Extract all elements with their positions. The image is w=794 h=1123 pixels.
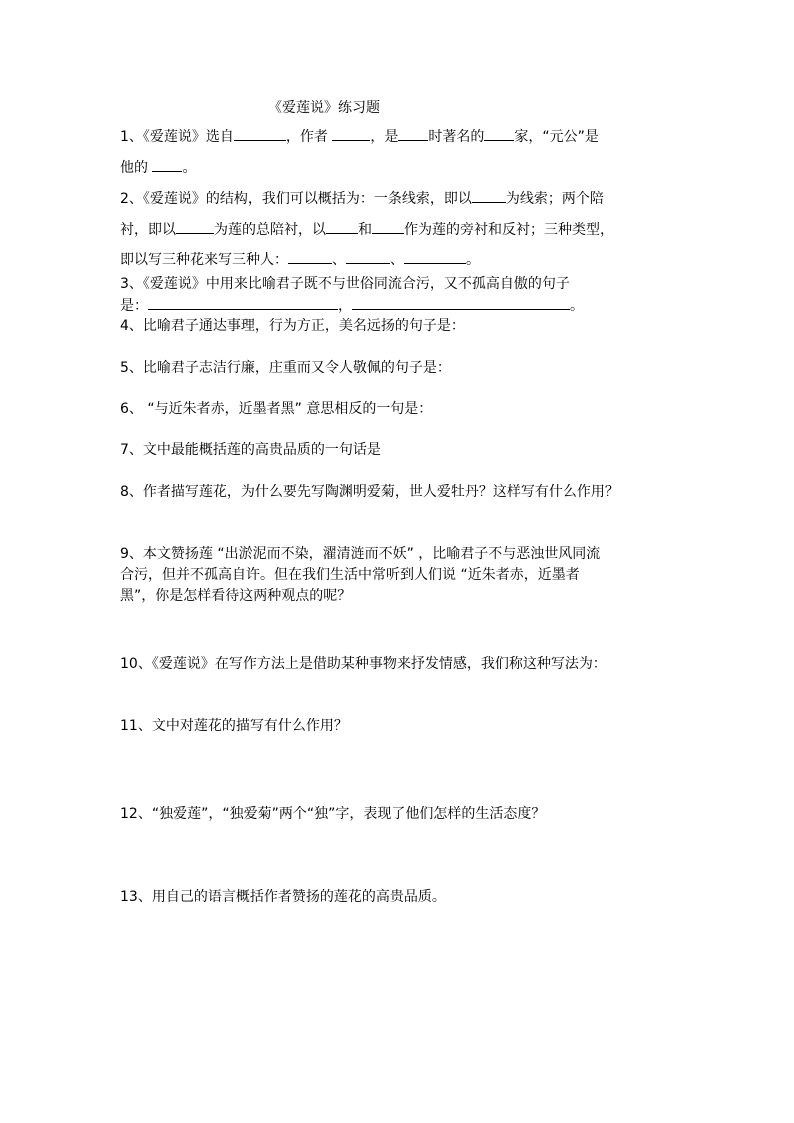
question-5: 5、比喻君子志洁行廉，庄重而又令人敬佩的句子是： [120, 360, 451, 376]
q1-blank-author [332, 126, 370, 141]
q1-text-4: 时著名的 [428, 129, 485, 145]
question-2-line-2 [120, 219, 614, 238]
q1-blank-profession [484, 126, 514, 141]
question-3-line-1: 3、《爱莲说》中用来比喻君子既不与世俗同流合污，又不孤高自傲的句子 [120, 276, 570, 292]
question-13: 13、用自己的语言概括作者赞扬的莲花的高贵品质。 [120, 889, 446, 905]
q1-text-2: ，作者 [285, 129, 333, 145]
q2-text-4: 为莲的总陪衬，以 [214, 222, 326, 238]
q2-blank-type-3 [404, 249, 466, 264]
question-8: 8、作者描写莲花，为什么要先写陶渊明爱菊，世人爱牡丹？这样写有什么作用？ [120, 484, 619, 500]
question-7: 7、文中最能概括莲的高贵品质的一句话是 [120, 442, 381, 458]
q3-text-3: 。 [570, 298, 584, 314]
q3-blank-2 [352, 295, 570, 310]
question-11: 11、文中对莲花的描写有什么作用？ [120, 718, 348, 734]
q2-blank-side-2 [372, 219, 404, 234]
question-1-line-1 [120, 126, 599, 145]
question-6: 6、 “与近朱者赤，近墨者黑” 意思相反的一句是： [120, 401, 433, 417]
q3-text-1: 是： [120, 298, 148, 314]
q2-text-3: 衬，即以 [120, 222, 176, 238]
q1-text-7: 。 [182, 160, 197, 176]
q1-blank-dynasty [398, 126, 428, 141]
question-4: 4、比喻君子通达事理，行为方正，美名远扬的句子是： [120, 318, 465, 334]
q1-text-1: 1、《爱莲说》选自 [120, 129, 234, 145]
q3-blank-1 [148, 295, 338, 310]
q1-text-5: 家，“元公”是 [514, 129, 599, 145]
q1-text-3: ，是 [370, 129, 399, 145]
q1-text-6: 他的 [120, 160, 153, 176]
q2-text-7: 即以写三种花来写三种人： [120, 252, 288, 268]
q1-blank-gong [152, 157, 182, 172]
q1-blank-source [234, 126, 286, 141]
question-2-line-3 [120, 249, 480, 268]
question-3-line-2 [120, 295, 584, 314]
question-1-line-2 [120, 157, 196, 176]
q2-blank-side-1 [326, 219, 358, 234]
question-9-line-1: 9、本文赞扬莲 “出淤泥而不染，濯清涟而不妖” ，比喻君子不与恶浊世风同流 [120, 546, 601, 562]
q2-blank-type-1 [288, 249, 332, 264]
q2-text-6: 作为莲的旁衬和反衬；三种类型， [404, 222, 614, 238]
q2-blank-clue [472, 188, 506, 203]
q2-sep-1: 、 [332, 252, 346, 268]
question-9-line-2: 合污，但并不孤高自许。但在我们生活中常听到人们说 “近朱者赤，近墨者 [120, 567, 580, 583]
question-9-line-3: 黑”，你是怎样看待这两种观点的呢？ [120, 588, 352, 604]
q2-blank-general [176, 219, 214, 234]
q2-text-2: 为线索；两个陪 [505, 191, 604, 207]
q3-text-2: ， [338, 298, 352, 314]
q2-blank-type-2 [346, 249, 390, 264]
question-12: 12、“独爱莲”，“独爱菊”两个“独”字，表现了他们怎样的生活态度？ [120, 806, 546, 822]
worksheet-title: 《爱莲说》练习题 [268, 100, 380, 116]
question-2-line-1 [120, 188, 604, 207]
q2-text-5: 和 [358, 222, 372, 238]
q2-sep-2: 、 [390, 252, 404, 268]
question-10: 10、《爱莲说》在写作方法上是借助某种事物来抒发情感，我们称这种写法为： [120, 656, 607, 672]
q2-end: 。 [466, 252, 480, 268]
q2-text-1: 2、《爱莲说》的结构，我们可以概括为：一条线索，即以 [120, 191, 472, 207]
